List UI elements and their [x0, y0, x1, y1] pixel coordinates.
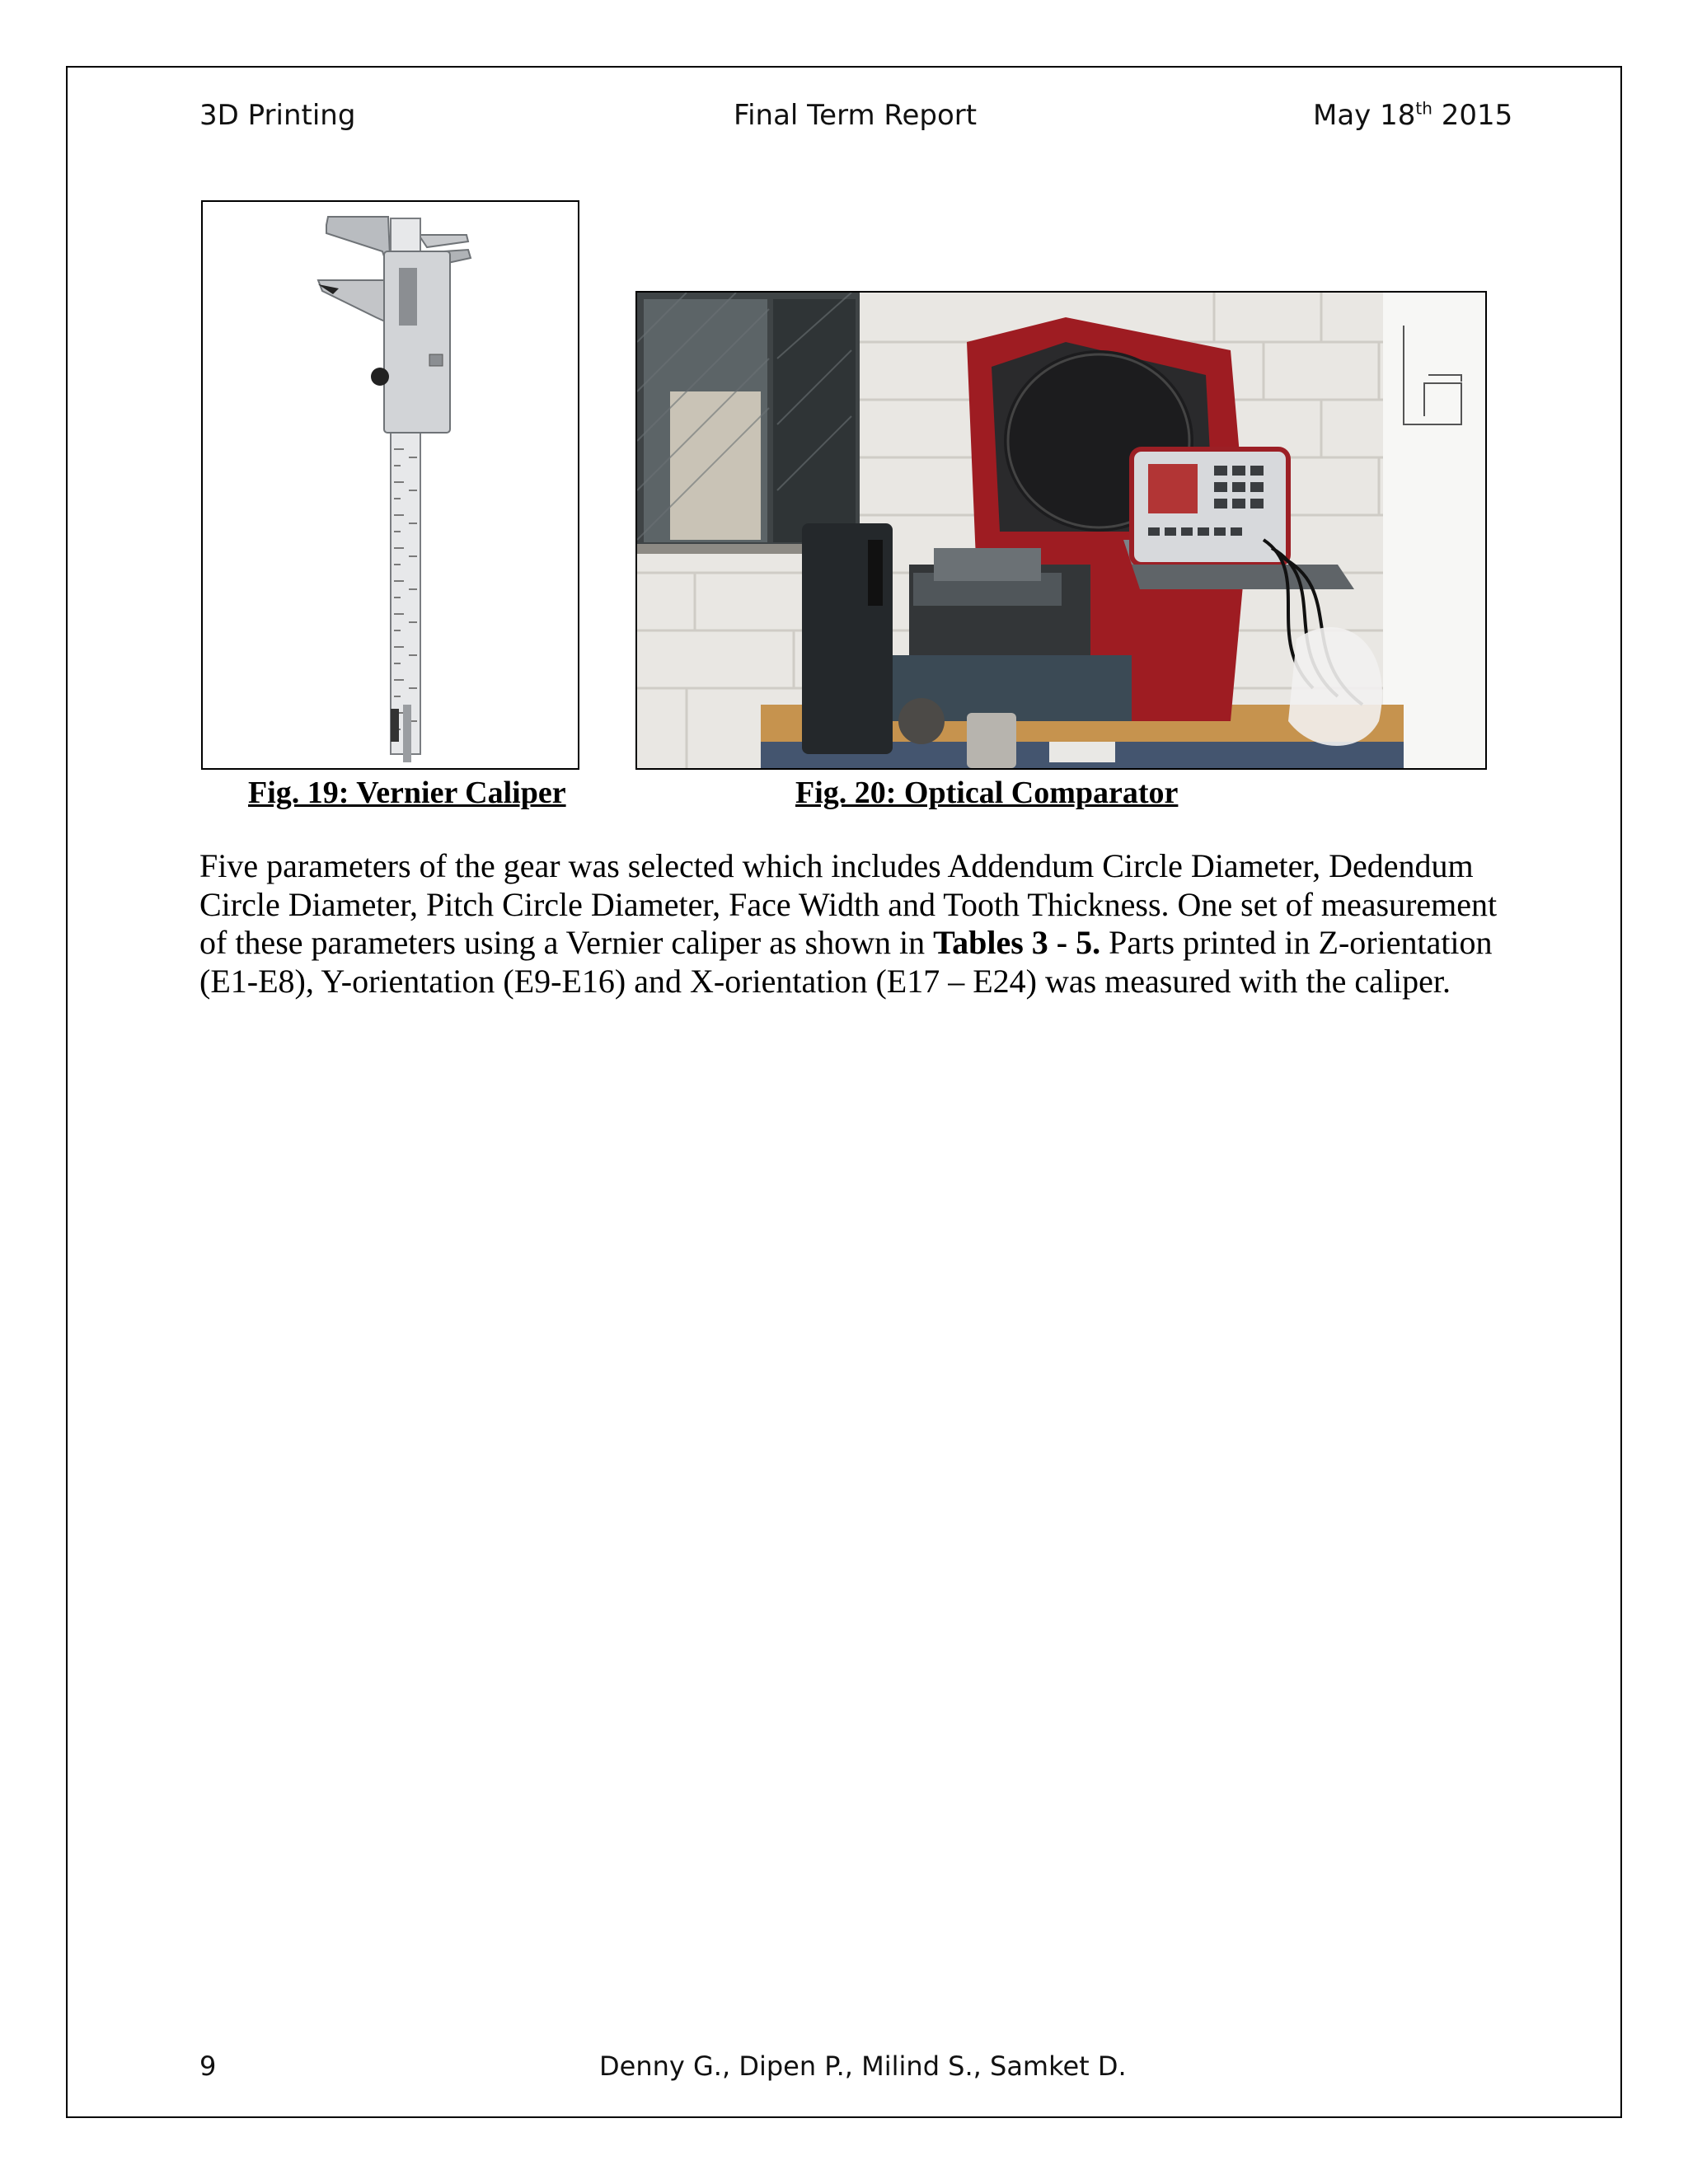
optical-comparator-photo	[637, 293, 1485, 768]
header-title: 3D Printing	[199, 99, 356, 132]
paragraph-text-2: Parts printed in Z-orientation (E1-E8), Y-orientation (E9-E16) and X-orientation (E17 – E24) was measured with the caliper.	[199, 924, 1493, 1000]
vernier-caliper-illustration	[203, 202, 578, 768]
vernier-caliper-figure	[201, 200, 579, 770]
header-date-main: May 18	[1313, 99, 1416, 132]
header-date	[1313, 99, 1512, 132]
tables-reference: Tables 3 - 5.	[933, 924, 1101, 961]
paragraph-text-1: Five parameters of the gear was selected which includes Addendum Circle Diameter, Dedendum Circle Diameter, Pitch Circle Diameter, Face Width and Tooth Thickness. One set of measurement of these parameters using a Vernier caliper as shown in	[199, 847, 1498, 961]
page-number: 9	[199, 2050, 217, 2082]
header-report-type: Final Term Report	[734, 99, 978, 132]
header-date-year: 2015	[1432, 99, 1513, 132]
optical-comparator-figure	[635, 291, 1487, 770]
header-date-sup: th	[1415, 98, 1432, 119]
figure-19-caption: Fig. 19: Vernier Caliper	[248, 776, 566, 810]
footer-authors: Denny G., Dipen P., Milind S., Samket D.	[599, 2050, 1127, 2082]
figure-20-caption: Fig. 20: Optical Comparator	[795, 776, 1179, 810]
body-paragraph	[199, 847, 1502, 1001]
